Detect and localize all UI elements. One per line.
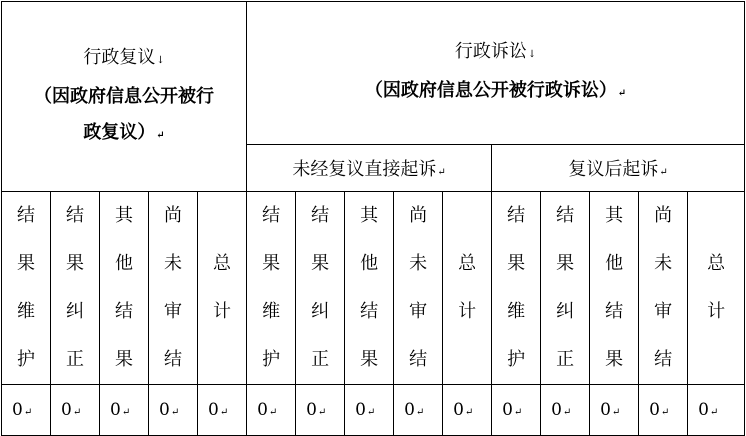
table-row	[2, 385, 745, 436]
after-review-litigation-group-header: 复议后起诉↵	[492, 145, 745, 192]
value-after-maintain: 0↵	[492, 385, 541, 436]
col-header-after-other: 其他结果	[590, 192, 639, 385]
col-header-review-total: 总计	[198, 192, 247, 385]
value-direct-maintain: 0↵	[247, 385, 296, 436]
col-header-direct-correct: 结果纠正	[296, 192, 345, 385]
value-review-pending: 0↵	[149, 385, 198, 436]
gov-info-disclosure-table	[1, 1, 745, 436]
col-header-direct-maintain: 结果维护	[247, 192, 296, 385]
value-after-correct: 0↵	[541, 385, 590, 436]
col-header-direct-other: 其他结果	[345, 192, 394, 385]
value-review-other: 0↵	[100, 385, 149, 436]
admin-review-title: 行政复议	[83, 46, 156, 68]
admin-review-header: 行政复议↓ （因政府信息公开被行 政复议）↵	[2, 2, 247, 192]
value-after-total: 0↵	[688, 385, 745, 436]
admin-litigation-header: 行政诉讼↓ （因政府信息公开被行政诉讼）↵	[247, 2, 745, 145]
col-header-review-correct: 结果纠正	[51, 192, 100, 385]
admin-litigation-title: 行政诉讼	[454, 41, 527, 62]
col-header-after-total: 总计	[688, 192, 745, 385]
value-direct-total: 0↵	[443, 385, 492, 436]
value-direct-correct: 0↵	[296, 385, 345, 436]
value-direct-other: 0↵	[345, 385, 394, 436]
value-after-pending: 0↵	[639, 385, 688, 436]
value-after-other: 0↵	[590, 385, 639, 436]
col-header-after-maintain: 结果维护	[492, 192, 541, 385]
col-header-review-maintain: 结果维护	[2, 192, 51, 385]
value-direct-pending: 0↵	[394, 385, 443, 436]
direct-litigation-group-header: 未经复议直接起诉↵	[247, 145, 492, 192]
admin-litigation-subtitle: （因政府信息公开被行政诉讼）	[364, 80, 617, 101]
admin-review-subtitle-line1: （因政府信息公开被行	[34, 85, 215, 107]
col-header-after-correct: 结果纠正	[541, 192, 590, 385]
col-header-review-pending: 尚未审结	[149, 192, 198, 385]
col-header-direct-total: 总计	[443, 192, 492, 385]
col-header-direct-pending: 尚未审结	[394, 192, 443, 385]
value-review-correct: 0↵	[51, 385, 100, 436]
admin-review-subtitle-line2: 政复议）	[83, 121, 156, 143]
report-table-wrapper	[1, 1, 744, 432]
col-header-after-pending: 尚未审结	[639, 192, 688, 385]
col-header-review-other: 其他结果	[100, 192, 149, 385]
value-review-maintain: 0↵	[2, 385, 51, 436]
value-review-total: 0↵	[198, 385, 247, 436]
